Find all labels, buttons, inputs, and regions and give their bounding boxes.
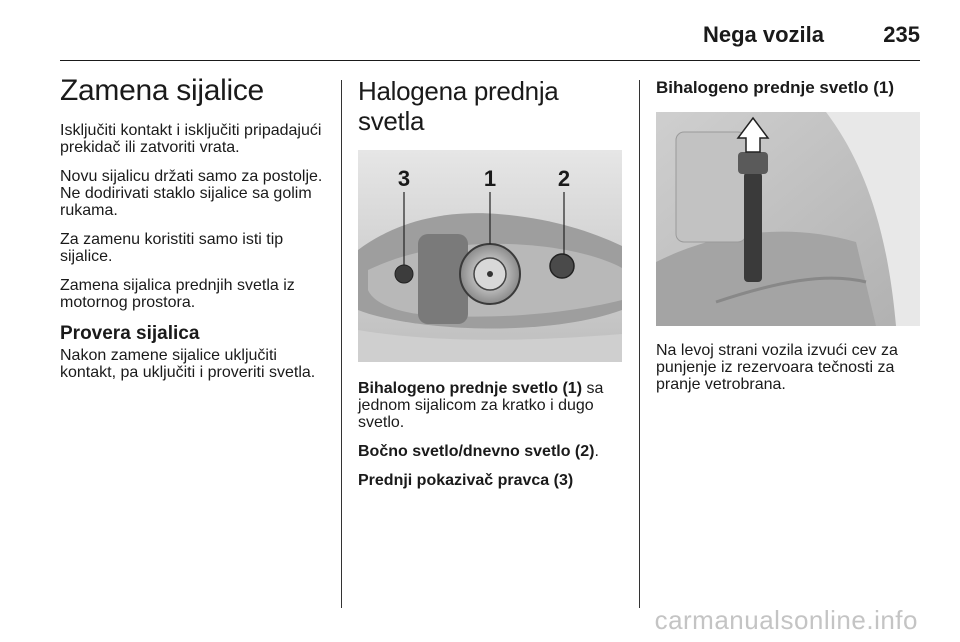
paragraph: Nakon zamene sijalice uključiti kontakt, pa uključiti i proveriti svetla. [60, 347, 316, 381]
filler-tube [744, 172, 762, 282]
item-label: Bočno svetlo/dnevno svetlo (2) [358, 443, 595, 460]
paragraph: Isključiti kontakt i isključiti pripadajući prekidač ili zatvoriti vrata. [60, 122, 322, 156]
bulb-cap-3 [395, 265, 413, 283]
section-title: Nega vozila [702, 22, 824, 47]
item-text: . [594, 443, 599, 460]
paragraph: Za zamenu koristiti samo isti tip sijalice. [60, 231, 284, 265]
item-label: Prednji pokazivač pravca (3) [358, 472, 574, 489]
item-text: sa jednom sijalicom za kratko i dugo svetlo. [358, 380, 604, 431]
section-heading: Halogena prednja svetla [358, 76, 559, 136]
callout-3: 3 [397, 166, 411, 191]
page-title: Zamena sijalice [60, 74, 264, 107]
item-label: Bihalogeno prednje svetlo (1) [358, 380, 583, 397]
headlamp-figure [358, 150, 622, 362]
callout-1: 1 [483, 166, 497, 191]
bulb-cap-2 [550, 254, 574, 278]
column-middle [358, 68, 624, 501]
paragraph: Novu sijalicu držati samo za postolje. Ne dodirivati staklo sijalice sa golim rukama. [60, 168, 323, 219]
watermark: carmanualsonline.info [654, 605, 918, 635]
reservoir [676, 132, 746, 242]
column-left [60, 68, 328, 393]
section-heading: Bihalogeno prednje svetlo (1) [656, 78, 895, 97]
column-divider-1 [341, 80, 342, 608]
subheading: Provera sijalica [60, 323, 200, 344]
item-paragraph [358, 472, 624, 489]
paragraph: Zamena sijalica prednjih svetla iz motornog prostora. [60, 277, 295, 311]
item-paragraph [358, 443, 624, 460]
washer-fluid-figure [656, 112, 920, 326]
page-number: 235 [883, 22, 920, 47]
column-divider-2 [639, 80, 640, 608]
item-paragraph [358, 380, 624, 431]
paragraph: Na levoj strani vozila izvući cev za punjenje iz rezervoara tečnosti za pranje vetrobrana. [656, 342, 898, 393]
column-right [656, 68, 920, 405]
filler-cap [738, 152, 768, 174]
callout-2: 2 [557, 166, 571, 191]
bulb-cap-1-dot [487, 271, 493, 277]
page-header [60, 10, 920, 61]
